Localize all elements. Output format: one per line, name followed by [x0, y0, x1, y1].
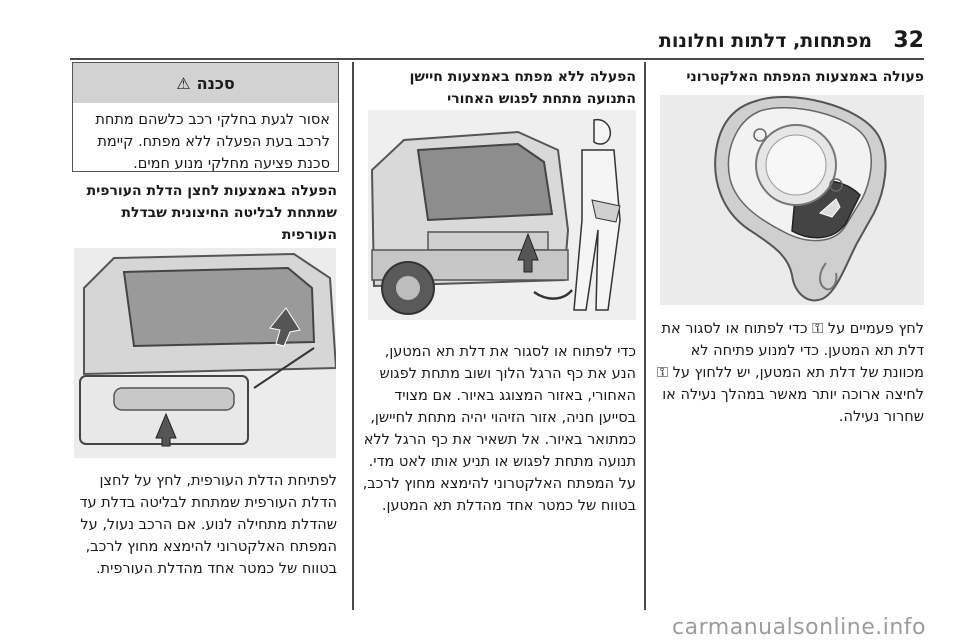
warning-title: [73, 63, 338, 103]
electronic-key-illustration: [660, 95, 924, 305]
figure-electronic-key: [660, 95, 924, 305]
paragraph-remote-key: לחץ פעמיים על ⚿ כדי לפתוח או לסגור את דלת תא המטען. כדי למנוע פתיחה לא מכוונת של דלת תא המטען, יש ללחוץ על ⚿ לחיצה ארוכה יותר מאשר במהלך נעילה או שחרור נעילה.: [656, 321, 924, 425]
page-header: [0, 0, 960, 62]
section-heading-kick-sensor: הפעלה ללא מפתח באמצעות חיישן התנועה מתחת לפגוש האחורי: [409, 69, 636, 107]
footer-watermark: carmanualsonline.info: [672, 615, 926, 640]
chapter-title: מפתחות, דלתות וחלונות: [658, 30, 872, 52]
danger-warning-box: [72, 62, 339, 172]
tailgate-button-illustration: [74, 248, 336, 458]
section-heading-remote-key: פעולה באמצעות המפתח האלקטרוני: [686, 69, 924, 85]
car-rear-kick-illustration: [368, 110, 636, 320]
figure-tailgate-button: [74, 248, 336, 458]
column-divider-right: [644, 62, 646, 610]
column-right: [652, 66, 924, 88]
warning-triangle-icon: ⚠: [176, 73, 191, 93]
header-rule: [70, 58, 924, 60]
paragraph-tailgate-button: לפתיחת הדלת העורפית, לחץ על לחצן הדלת העורפית שמתחת לבליטה בדלת עד שהדלת מתחילה לנוע. אם הרכב נעול, על המפתח האלקטרוני להימצא מחוץ לרכב, בטווח של כמטר אחד מהדלת העורפית.: [79, 473, 337, 577]
column-middle: [360, 66, 636, 110]
column-left: [72, 180, 337, 246]
page-number: 32: [893, 28, 924, 53]
warning-title-text: סכנה: [196, 73, 235, 93]
section-heading-tailgate-button: הפעלה באמצעות לחצן הדלת העורפית שמתחת לבליטה החיצונית שבדלת העורפית: [86, 183, 337, 243]
paragraph-kick-sensor: כדי לפתוח או לסגור את דלת תא המטען, הנע את כף הרגל הלוך ושוב מתחת לפגוש האחורי, באזור המצוגג באיור. אם מצויד בסייען חניה, אזור הזיהוי יהיה מתחת לחיישן, כמתואר באיור. אל תשאיר את כף הרגל ללא תנועה מתחת לפגוש או תניע אותו לאט מדי. על המפתח האלקטרוני להימצא מחוץ לרכב, בטווח של כמטר אחד מהדלת תא המטען.: [362, 344, 636, 514]
column-divider-left: [352, 62, 354, 610]
warning-body-text: אסור לגעת בחלקי רכב כלשהם מתחת לרכב בעת הפעלה ללא מפתח. קיימת סכנת פציעה מחלקי מנוע חמים.: [95, 112, 330, 172]
figure-kick-sensor: [368, 110, 636, 320]
